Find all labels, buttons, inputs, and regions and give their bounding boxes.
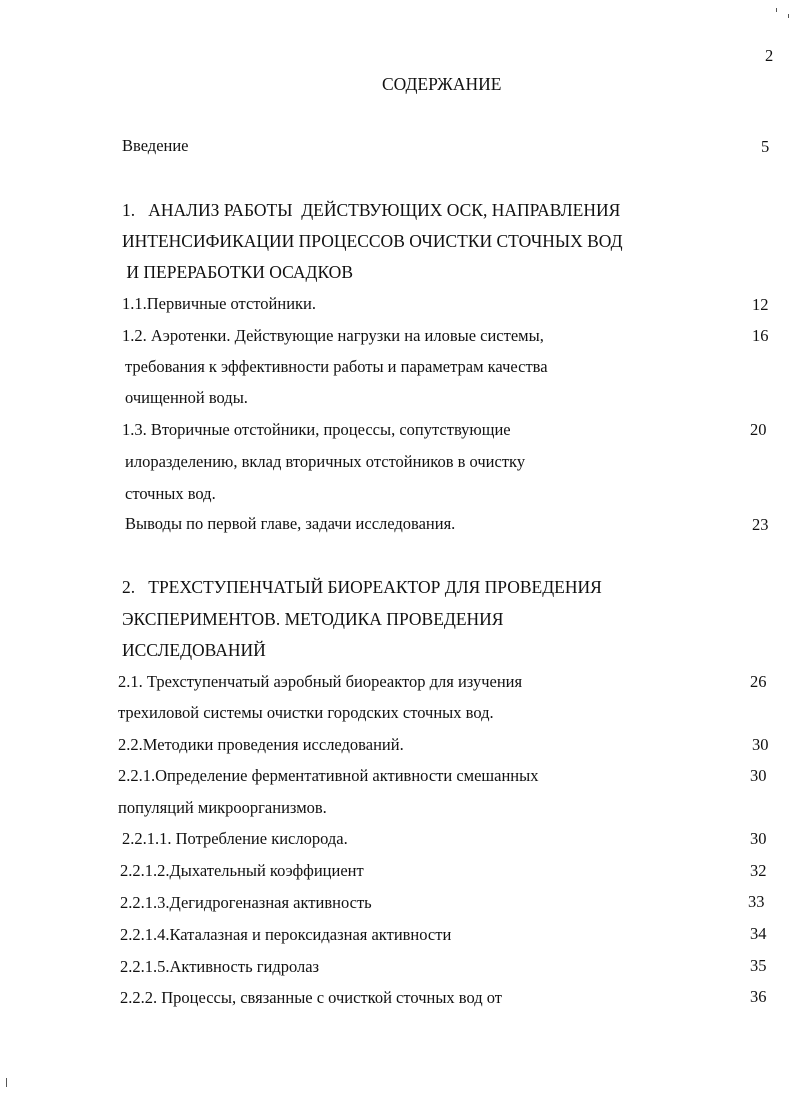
toc-entry-page: 30 — [750, 829, 767, 848]
heading-line: ИССЛЕДОВАНИЙ — [122, 640, 266, 660]
toc-entry-page: 36 — [750, 987, 767, 1006]
toc-entry-text: сточных вод. — [125, 484, 216, 503]
toc-entry-text: 2.2.1.5.Активность гидролаз — [120, 957, 320, 976]
toc-entry-page: 34 — [750, 924, 767, 943]
toc-entry-page: 35 — [750, 956, 767, 975]
heading-line: И ПЕРЕРАБОТКИ ОСАДКОВ — [122, 262, 353, 282]
toc-entry-text: илоразделению, вклад вторичных отстойников в очистку — [125, 452, 526, 471]
toc-entry-page: 32 — [750, 861, 767, 880]
page-number: 2 — [765, 46, 774, 65]
toc-entry-text: Выводы по первой главе, задачи исследования. — [125, 514, 456, 533]
toc-entry-page: 26 — [750, 672, 767, 691]
toc-entry-text: 2.2.1.3.Дегидрогеназная активность — [120, 893, 372, 912]
toc-entry-text: 2.2.1.1. Потребление кислорода. — [122, 829, 348, 848]
toc-entry-page: 33 — [748, 892, 765, 911]
toc-entry-text: 2.2.2. Процессы, связанные с очисткой сточных вод от — [120, 988, 502, 1007]
toc-intro-label: Введение — [122, 136, 189, 155]
toc-entry-text: трехиловой системы очистки городских сточных вод. — [118, 703, 494, 722]
toc-entry-text: 2.2.1.2.Дыхательный коэффициент — [120, 861, 364, 880]
toc-entry-page: 16 — [752, 326, 769, 345]
toc-entry-page: 30 — [750, 766, 767, 785]
page-title: СОДЕРЖАНИЕ — [382, 74, 502, 94]
toc-entry-text: 1.3. Вторичные отстойники, процессы, сопутствующие — [122, 420, 511, 439]
heading-line: ИНТЕНСИФИКАЦИИ ПРОЦЕССОВ ОЧИСТКИ СТОЧНЫХ ВОД — [122, 231, 623, 251]
heading-line: 1. АНАЛИЗ РАБОТЫ ДЕЙСТВУЮЩИХ ОСК, НАПРАВЛЕНИЯ — [122, 200, 621, 220]
toc-entry-text: очищенной воды. — [125, 388, 248, 407]
toc-entry-page: 30 — [752, 735, 769, 754]
heading-line: 2. ТРЕХСТУПЕНЧАТЫЙ БИОРЕАКТОР ДЛЯ ПРОВЕДЕНИЯ — [122, 577, 602, 597]
toc-intro-page: 5 — [761, 137, 770, 156]
toc-entry-page: 20 — [750, 420, 767, 439]
toc-entry-page: 23 — [752, 515, 769, 534]
toc-entry-text: 2.2.Методики проведения исследований. — [118, 735, 404, 754]
heading-line: ЭКСПЕРИМЕНТОВ. МЕТОДИКА ПРОВЕДЕНИЯ — [122, 609, 504, 629]
toc-entry-text: 2.2.1.4.Каталазная и пероксидазная активности — [120, 925, 452, 944]
toc-entry-page: 12 — [752, 295, 769, 314]
toc-entry-text: 1.2. Аэротенки. Действующие нагрузки на иловые системы, — [122, 326, 544, 345]
toc-entry-text: 1.1.Первичные отстойники. — [122, 294, 316, 313]
toc-entry-text: требования к эффективности работы и параметрам качества — [125, 357, 548, 376]
toc-entry-text: 2.2.1.Определение ферментативной активности смешанных — [118, 766, 539, 785]
toc-entry-text: 2.1. Трехступенчатый аэробный биореактор для изучения — [118, 672, 523, 691]
toc-entry-text: популяций микроорганизмов. — [118, 798, 327, 817]
